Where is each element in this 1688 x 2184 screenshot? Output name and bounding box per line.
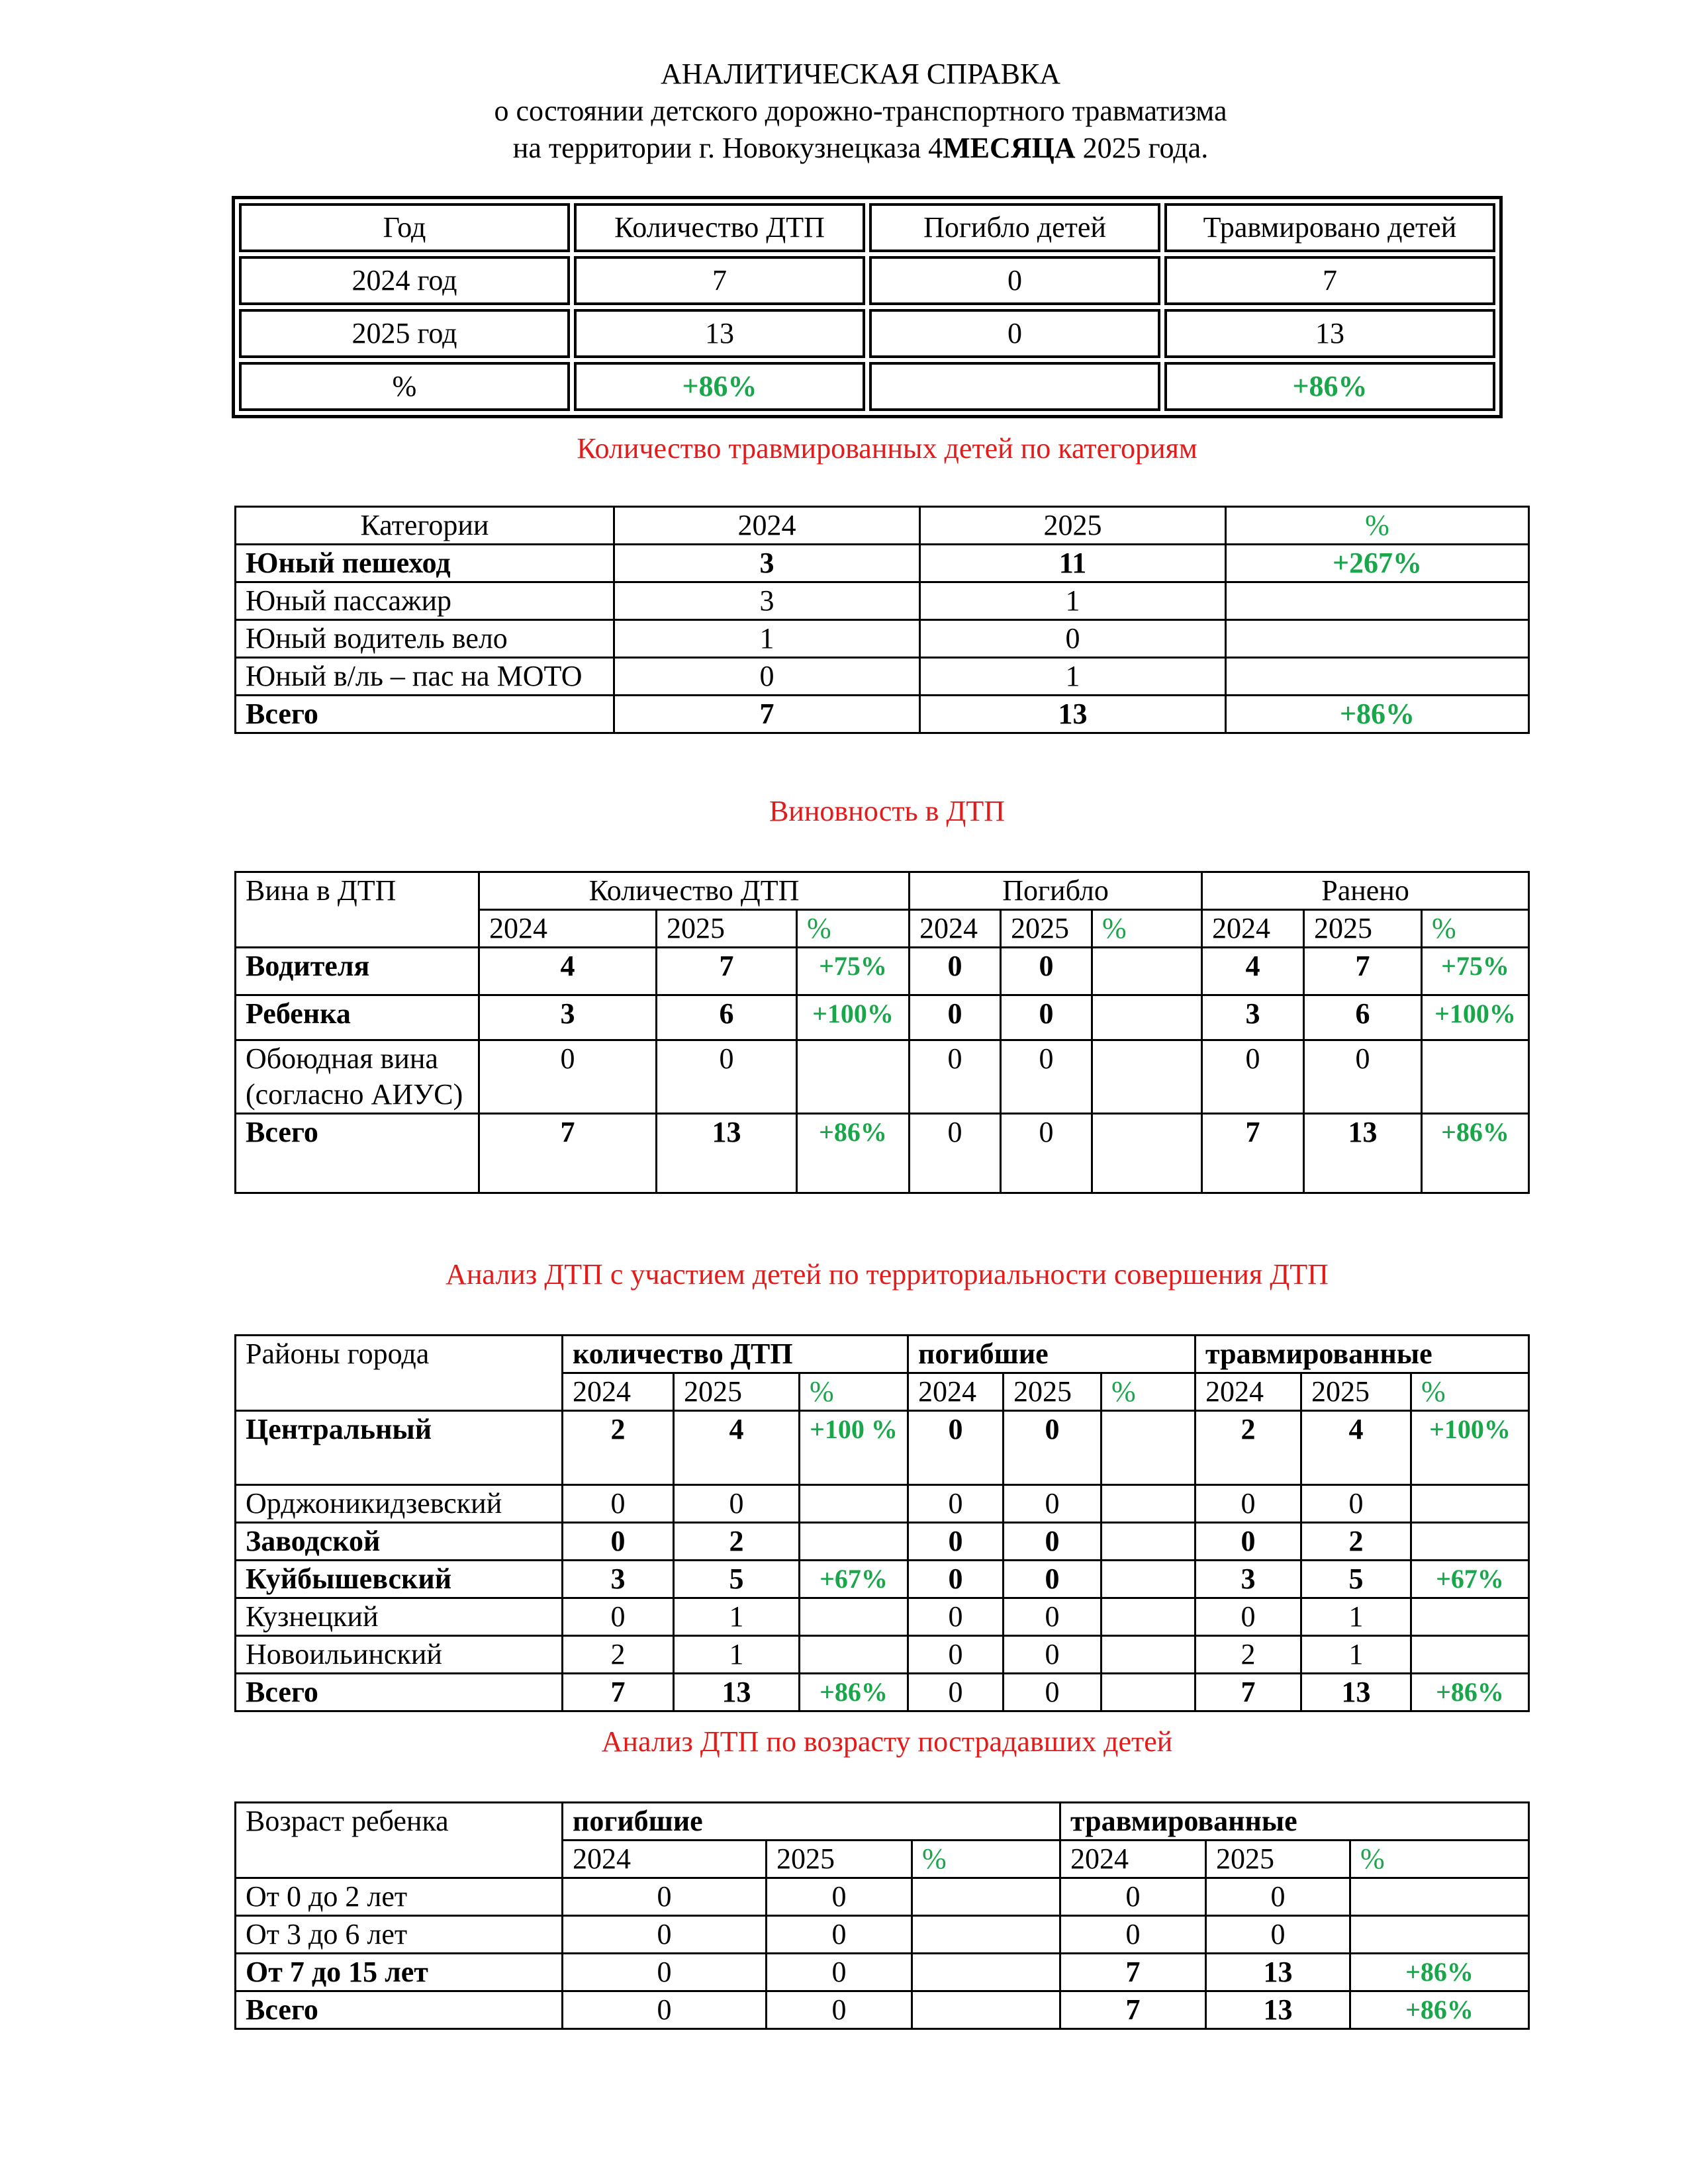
cell: 7 xyxy=(614,696,920,733)
table-row xyxy=(239,309,1495,358)
cell: 0 xyxy=(563,1991,767,2029)
cell: 6 xyxy=(657,995,797,1040)
cell: 2 xyxy=(563,1636,674,1674)
cell: 0 xyxy=(563,1598,674,1636)
cell: Обоюдная вина (согласно АИУС) xyxy=(236,1040,479,1114)
cell: 2025 год xyxy=(239,309,570,358)
percent-cell xyxy=(1350,1878,1529,1916)
cell: 1 xyxy=(674,1598,800,1636)
cell: 7 xyxy=(563,1674,674,1711)
table-row xyxy=(236,1878,1529,1916)
table-row xyxy=(236,1916,1529,1954)
percent-cell: +100 % xyxy=(800,1411,908,1485)
cell: 0 xyxy=(563,1916,767,1954)
header-cell: % xyxy=(1226,507,1529,545)
percent-cell xyxy=(1102,1674,1196,1711)
percent-cell: +86% xyxy=(1350,1991,1529,2029)
document-header xyxy=(232,56,1489,167)
cell xyxy=(869,362,1160,411)
cell: 0 xyxy=(910,1114,1001,1193)
cell: 5 xyxy=(1301,1561,1411,1598)
subheader-cell: 2025 xyxy=(657,910,797,948)
cell: 0 xyxy=(908,1598,1004,1636)
cell: 0 xyxy=(767,1916,912,1954)
cell: 0 xyxy=(908,1523,1004,1561)
percent-cell xyxy=(1411,1523,1529,1561)
cell: 13 xyxy=(574,309,865,358)
header-cell: Вина в ДТП xyxy=(236,872,479,948)
cell: 0 xyxy=(910,948,1001,995)
cell: 0 xyxy=(908,1411,1004,1485)
percent-cell xyxy=(1102,1598,1196,1636)
percent-cell xyxy=(797,1040,910,1114)
cell: 13 xyxy=(1164,309,1495,358)
header-cell: Районы города xyxy=(236,1336,563,1411)
cell: 5 xyxy=(674,1561,800,1598)
cell: % xyxy=(239,362,570,411)
cell: 13 xyxy=(657,1114,797,1193)
subheader-cell: 2025 xyxy=(767,1841,912,1878)
percent-cell xyxy=(1102,1523,1196,1561)
cell: 0 xyxy=(910,1040,1001,1114)
cell: 0 xyxy=(1196,1485,1301,1523)
cell: 0 xyxy=(1004,1523,1102,1561)
document-period: на территории г. Новокузнецказа 4МЕСЯЦА 2025 года. xyxy=(512,132,1209,164)
cell: 0 xyxy=(1202,1040,1304,1114)
cell: 6 xyxy=(1304,995,1422,1040)
cell: 0 xyxy=(563,1954,767,1991)
cell: Центральный xyxy=(236,1411,563,1485)
cell: 13 xyxy=(1301,1674,1411,1711)
subheader-cell: 2024 xyxy=(563,1373,674,1411)
cell: 0 xyxy=(614,658,920,696)
cell: 0 xyxy=(1301,1485,1411,1523)
cell: 4 xyxy=(479,948,657,995)
percent-cell: +67% xyxy=(800,1561,908,1598)
cell: От 7 до 15 лет xyxy=(236,1954,563,1991)
percent-cell: +100% xyxy=(797,995,910,1040)
percent-cell xyxy=(1092,1114,1202,1193)
percent-cell xyxy=(1102,1561,1196,1598)
table-header-row xyxy=(236,1803,1529,1841)
subheader-cell: % xyxy=(912,1841,1060,1878)
subheader-cell: 2024 xyxy=(1202,910,1304,948)
table-row xyxy=(236,1114,1529,1193)
percent-cell xyxy=(1102,1636,1196,1674)
table-header-row xyxy=(239,203,1495,252)
cell: 13 xyxy=(1206,1991,1350,2029)
percent-cell xyxy=(912,1991,1060,2029)
cell: 0 xyxy=(1196,1523,1301,1561)
cell: От 0 до 2 лет xyxy=(236,1878,563,1916)
cell: 0 xyxy=(1206,1878,1350,1916)
cell: 7 xyxy=(479,1114,657,1193)
cell: От 3 до 6 лет xyxy=(236,1916,563,1954)
cell: 0 xyxy=(910,995,1001,1040)
cell: 1 xyxy=(920,658,1226,696)
cell: 3 xyxy=(614,545,920,582)
table-row xyxy=(236,620,1529,658)
cell: 0 xyxy=(1001,1040,1092,1114)
percent-cell xyxy=(1411,1598,1529,1636)
percent-cell: +86% xyxy=(797,1114,910,1193)
subheader-cell: % xyxy=(1092,910,1202,948)
cell: 1 xyxy=(674,1636,800,1674)
subheader-cell: 2025 xyxy=(1001,910,1092,948)
percent-cell xyxy=(1411,1485,1529,1523)
cell: 0 xyxy=(908,1561,1004,1598)
cell: Юный пешеход xyxy=(236,545,614,582)
percent-cell: +100% xyxy=(1422,995,1529,1040)
cell: Всего xyxy=(236,696,614,733)
cell: 0 xyxy=(1004,1411,1102,1485)
cell: 3 xyxy=(1202,995,1304,1040)
section-title-guilt: Виновность в ДТП xyxy=(769,795,1006,827)
cell: 0 xyxy=(908,1636,1004,1674)
percent-cell: +86% xyxy=(1164,362,1495,411)
document-subtitle: о состоянии детского дорожно-транспортного травматизма xyxy=(494,95,1227,127)
header-group-cell: Ранено xyxy=(1202,872,1529,910)
percent-cell: +86% xyxy=(574,362,865,411)
subheader-cell: 2024 xyxy=(479,910,657,948)
age-table xyxy=(234,1801,1530,2030)
percent-cell xyxy=(1422,1040,1529,1114)
subheader-cell: % xyxy=(797,910,910,948)
cell: 0 xyxy=(767,1991,912,2029)
header-cell: Погибло детей xyxy=(869,203,1160,252)
header-cell: Категории xyxy=(236,507,614,545)
subheader-cell: 2025 xyxy=(1004,1373,1102,1411)
cell: Всего xyxy=(236,1114,479,1193)
cell: 7 xyxy=(1060,1954,1206,1991)
table-row xyxy=(236,1523,1529,1561)
percent-cell xyxy=(800,1485,908,1523)
cell: 0 xyxy=(1060,1878,1206,1916)
cell: 0 xyxy=(674,1485,800,1523)
section-title-age: Анализ ДТП по возрасту пострадавших детей xyxy=(601,1725,1173,1758)
cell: 7 xyxy=(1304,948,1422,995)
categories-table xyxy=(234,506,1530,734)
cell: 7 xyxy=(1060,1991,1206,2029)
cell: 0 xyxy=(563,1523,674,1561)
percent-cell: +267% xyxy=(1226,545,1529,582)
header-cell: Количество ДТП xyxy=(574,203,865,252)
table-header-row xyxy=(236,1336,1529,1373)
summary-table xyxy=(232,196,1503,418)
cell: 11 xyxy=(920,545,1226,582)
cell: Юный в/ль – пас на МОТО xyxy=(236,658,614,696)
percent-cell xyxy=(800,1636,908,1674)
table-row xyxy=(239,362,1495,411)
cell: 13 xyxy=(1206,1954,1350,1991)
subheader-cell: % xyxy=(1350,1841,1529,1878)
cell: 0 xyxy=(1004,1674,1102,1711)
subheader-cell: 2024 xyxy=(1196,1373,1301,1411)
districts-table xyxy=(234,1334,1530,1712)
header-group-cell: Погибло xyxy=(910,872,1202,910)
header-group-cell: количество ДТП xyxy=(563,1336,908,1373)
cell: 3 xyxy=(479,995,657,1040)
cell: 0 xyxy=(563,1485,674,1523)
cell: 0 xyxy=(920,620,1226,658)
percent-cell: +75% xyxy=(1422,948,1529,995)
table-header-row xyxy=(236,872,1529,910)
percent-cell: +86% xyxy=(1411,1674,1529,1711)
percent-cell xyxy=(1226,582,1529,620)
header-cell: Возраст ребенка xyxy=(236,1803,563,1878)
table-row xyxy=(236,658,1529,696)
cell: 0 xyxy=(1001,948,1092,995)
table-header-row xyxy=(236,507,1529,545)
table-row xyxy=(236,545,1529,582)
header-cell: Год xyxy=(239,203,570,252)
cell: 2024 год xyxy=(239,256,570,305)
cell: 7 xyxy=(1196,1674,1301,1711)
cell: 2 xyxy=(1196,1636,1301,1674)
header-cell: 2024 xyxy=(614,507,920,545)
subheader-cell: % xyxy=(1411,1373,1529,1411)
cell: 13 xyxy=(920,696,1226,733)
percent-cell: +86% xyxy=(800,1674,908,1711)
percent-cell xyxy=(1102,1485,1196,1523)
subheader-cell: 2025 xyxy=(1301,1373,1411,1411)
percent-cell xyxy=(1226,620,1529,658)
cell: Ребенка xyxy=(236,995,479,1040)
subheader-cell: 2024 xyxy=(563,1841,767,1878)
subheader-cell: 2025 xyxy=(1206,1841,1350,1878)
cell: 7 xyxy=(657,948,797,995)
percent-cell xyxy=(1102,1411,1196,1485)
cell: 2 xyxy=(563,1411,674,1485)
cell: Заводской xyxy=(236,1523,563,1561)
cell: Всего xyxy=(236,1674,563,1711)
cell: 0 xyxy=(1001,995,1092,1040)
table-row xyxy=(236,582,1529,620)
cell: 0 xyxy=(1196,1598,1301,1636)
percent-cell xyxy=(1092,1040,1202,1114)
cell: 1 xyxy=(614,620,920,658)
section-title-districts: Анализ ДТП с участием детей по территориальности совершения ДТП xyxy=(445,1258,1329,1291)
percent-cell: +100% xyxy=(1411,1411,1529,1485)
percent-cell xyxy=(1092,948,1202,995)
guilt-table xyxy=(234,871,1530,1194)
table-row xyxy=(236,696,1529,733)
cell: 3 xyxy=(614,582,920,620)
cell: 0 xyxy=(869,256,1160,305)
percent-cell xyxy=(1226,658,1529,696)
percent-cell xyxy=(912,1878,1060,1916)
cell: 0 xyxy=(1206,1916,1350,1954)
percent-cell xyxy=(912,1954,1060,1991)
cell: 4 xyxy=(1301,1411,1411,1485)
cell: 0 xyxy=(908,1674,1004,1711)
table-row xyxy=(236,1040,1529,1114)
cell: 0 xyxy=(869,309,1160,358)
table-row xyxy=(236,1991,1529,2029)
cell: 7 xyxy=(574,256,865,305)
percent-cell: +86% xyxy=(1350,1954,1529,1991)
header-group-cell: травмированные xyxy=(1196,1336,1529,1373)
cell: Водителя xyxy=(236,948,479,995)
cell: 0 xyxy=(1304,1040,1422,1114)
cell: 0 xyxy=(1004,1636,1102,1674)
subheader-cell: 2024 xyxy=(910,910,1001,948)
cell: 13 xyxy=(674,1674,800,1711)
cell: 1 xyxy=(1301,1636,1411,1674)
table-row xyxy=(236,1411,1529,1485)
cell: 7 xyxy=(1202,1114,1304,1193)
table-row xyxy=(236,1954,1529,1991)
cell: Всего xyxy=(236,1991,563,2029)
cell: 7 xyxy=(1164,256,1495,305)
subheader-cell: % xyxy=(1422,910,1529,948)
cell: 3 xyxy=(1196,1561,1301,1598)
subheader-cell: % xyxy=(1102,1373,1196,1411)
subheader-cell: % xyxy=(800,1373,908,1411)
percent-cell xyxy=(1411,1636,1529,1674)
cell: 0 xyxy=(767,1878,912,1916)
header-group-cell: погибшие xyxy=(563,1803,1060,1841)
table-row xyxy=(236,1674,1529,1711)
cell: Юный пассажир xyxy=(236,582,614,620)
header-group-cell: Количество ДТП xyxy=(479,872,910,910)
table-row xyxy=(236,1561,1529,1598)
header-cell: Травмировано детей xyxy=(1164,203,1495,252)
cell: 0 xyxy=(1004,1485,1102,1523)
percent-cell: +86% xyxy=(1226,696,1529,733)
table-row xyxy=(239,256,1495,305)
cell: 0 xyxy=(563,1878,767,1916)
cell: Кузнецкий xyxy=(236,1598,563,1636)
cell: 2 xyxy=(1196,1411,1301,1485)
cell: Новоильинский xyxy=(236,1636,563,1674)
table-row xyxy=(236,1598,1529,1636)
percent-cell: +67% xyxy=(1411,1561,1529,1598)
cell: 13 xyxy=(1304,1114,1422,1193)
percent-cell: +86% xyxy=(1422,1114,1529,1193)
cell: 2 xyxy=(1301,1523,1411,1561)
cell: 0 xyxy=(908,1485,1004,1523)
cell: 0 xyxy=(1004,1561,1102,1598)
cell: 4 xyxy=(674,1411,800,1485)
table-row xyxy=(236,1485,1529,1523)
subheader-cell: 2025 xyxy=(1304,910,1422,948)
cell: 1 xyxy=(920,582,1226,620)
cell: Орджоникидзевский xyxy=(236,1485,563,1523)
percent-cell xyxy=(1350,1916,1529,1954)
section-title-categories: Количество травмированных детей по категориям xyxy=(577,432,1197,465)
cell: 0 xyxy=(1004,1598,1102,1636)
cell: 0 xyxy=(1001,1114,1092,1193)
table-row xyxy=(236,948,1529,995)
cell: Куйбышевский xyxy=(236,1561,563,1598)
percent-cell xyxy=(1092,995,1202,1040)
table-row xyxy=(236,995,1529,1040)
cell: 0 xyxy=(657,1040,797,1114)
table-row xyxy=(236,1636,1529,1674)
document-title: АНАЛИТИЧЕСКАЯ СПРАВКА xyxy=(660,58,1061,90)
percent-cell xyxy=(912,1916,1060,1954)
cell: 0 xyxy=(767,1954,912,1991)
header-group-cell: травмированные xyxy=(1060,1803,1529,1841)
cell: 0 xyxy=(1060,1916,1206,1954)
cell: 4 xyxy=(1202,948,1304,995)
subheader-cell: 2025 xyxy=(674,1373,800,1411)
cell: Юный водитель вело xyxy=(236,620,614,658)
header-cell: 2025 xyxy=(920,507,1226,545)
cell: 2 xyxy=(674,1523,800,1561)
percent-cell xyxy=(800,1598,908,1636)
header-group-cell: погибшие xyxy=(908,1336,1196,1373)
cell: 0 xyxy=(479,1040,657,1114)
subheader-cell: 2024 xyxy=(908,1373,1004,1411)
percent-cell xyxy=(800,1523,908,1561)
cell: 3 xyxy=(563,1561,674,1598)
cell: 1 xyxy=(1301,1598,1411,1636)
percent-cell: +75% xyxy=(797,948,910,995)
subheader-cell: 2024 xyxy=(1060,1841,1206,1878)
